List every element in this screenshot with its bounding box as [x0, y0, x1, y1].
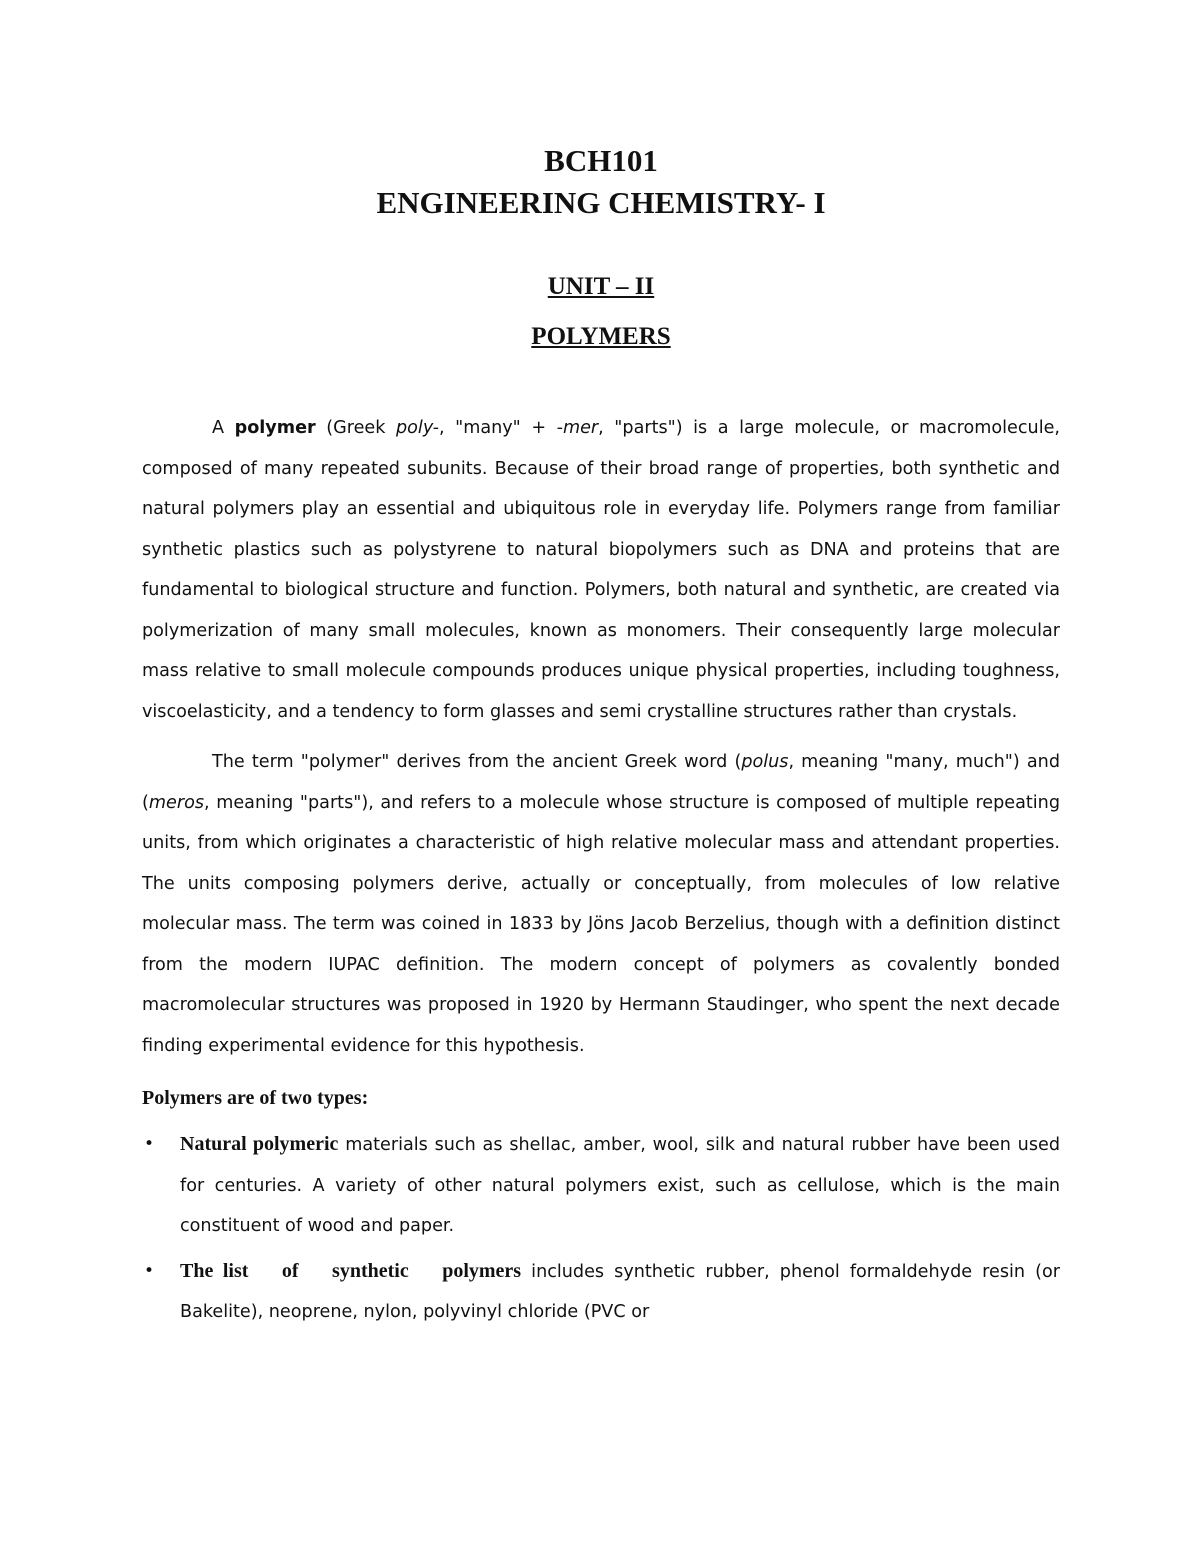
course-code: BCH101: [544, 143, 658, 178]
term-poly: poly-: [396, 418, 439, 438]
intro-paragraph: [142, 408, 1060, 732]
term-polymer: polymer: [234, 418, 316, 438]
etymology-paragraph: [142, 742, 1060, 1066]
types-list: [142, 1124, 1060, 1333]
bullet-icon: •: [144, 1260, 155, 1281]
bullet-icon: •: [144, 1134, 155, 1154]
natural-label: Natural polymeric: [180, 1133, 339, 1155]
types-heading: Polymers are of two types:: [142, 1087, 369, 1109]
etymology-part-3: , meaning "parts"), and refers to a molecule whose structure is composed of multiple repeating units, from which originates a characteristic of high relative molecular mass and attendant properties. The units composing polymers derive, actually or conceptually, from molecules of low relative molecular mass. The term was coined in 1833 by Jöns Jacob Berzelius, though with a definition distinct from the modern IUPAC definition. The modern concept of polymers as covalently bonded macromolecular structures was proposed in 1920 by Hermann Staudinger, who spent the next decade finding experimental evidence for this hypothesis.: [142, 792, 1060, 1056]
section-heading: POLYMERS: [531, 323, 671, 350]
term-mer: -mer: [556, 418, 599, 438]
natural-text: materials such as shellac, amber, wool, silk and natural rubber have been used for centuries. A variety of other natural polymers exist, such as cellulose, which is the main constituent of wood and paper.: [180, 1135, 1060, 1236]
unit-heading: UNIT – II: [547, 273, 655, 300]
synthetic-label: list of synthetic polymers: [222, 1259, 522, 1282]
intro-greek-1: (Greek: [315, 418, 396, 438]
term-meros: meros: [148, 792, 205, 813]
intro-lead: A: [212, 418, 235, 438]
synthetic-the: The: [180, 1259, 223, 1282]
intro-greek-2: , "many" +: [438, 418, 557, 438]
etymology-part-2: , meaning "many, much") and (: [142, 752, 1060, 813]
list-item-synthetic: [142, 1251, 1060, 1333]
etymology-part-1: The term "polymer" derives from the ancient Greek word (: [212, 752, 742, 772]
list-item-natural: [142, 1124, 1060, 1247]
intro-body: , "parts") is a large molecule, or macromolecule, composed of many repeated subunits. Because of their broad range of properties, both synthetic and natural polymers play an essential and ubiquitous role in everyday life. Polymers range from familiar synthetic plastics such as polystyrene to natural biopolymers such as DNA and proteins that are fundamental to biological structure and function. Polymers, both natural and synthetic, are created via polymerization of many small molecules, known as monomers. Their consequently large molecular mass relative to small molecule compounds produces unique physical properties, including toughness, viscoelasticity, and a tendency to form glasses and semi crystalline structures rather than crystals.: [142, 418, 1060, 722]
document-page: [142, 140, 1060, 1337]
course-title: ENGINEERING CHEMISTRY- I: [376, 185, 826, 220]
synthetic-text: includes synthetic rubber, phenol formaldehyde resin (or Bakelite), neoprene, nylon, polyvinyl chloride (PVC or: [180, 1261, 1060, 1322]
term-polus: polus: [741, 752, 789, 772]
